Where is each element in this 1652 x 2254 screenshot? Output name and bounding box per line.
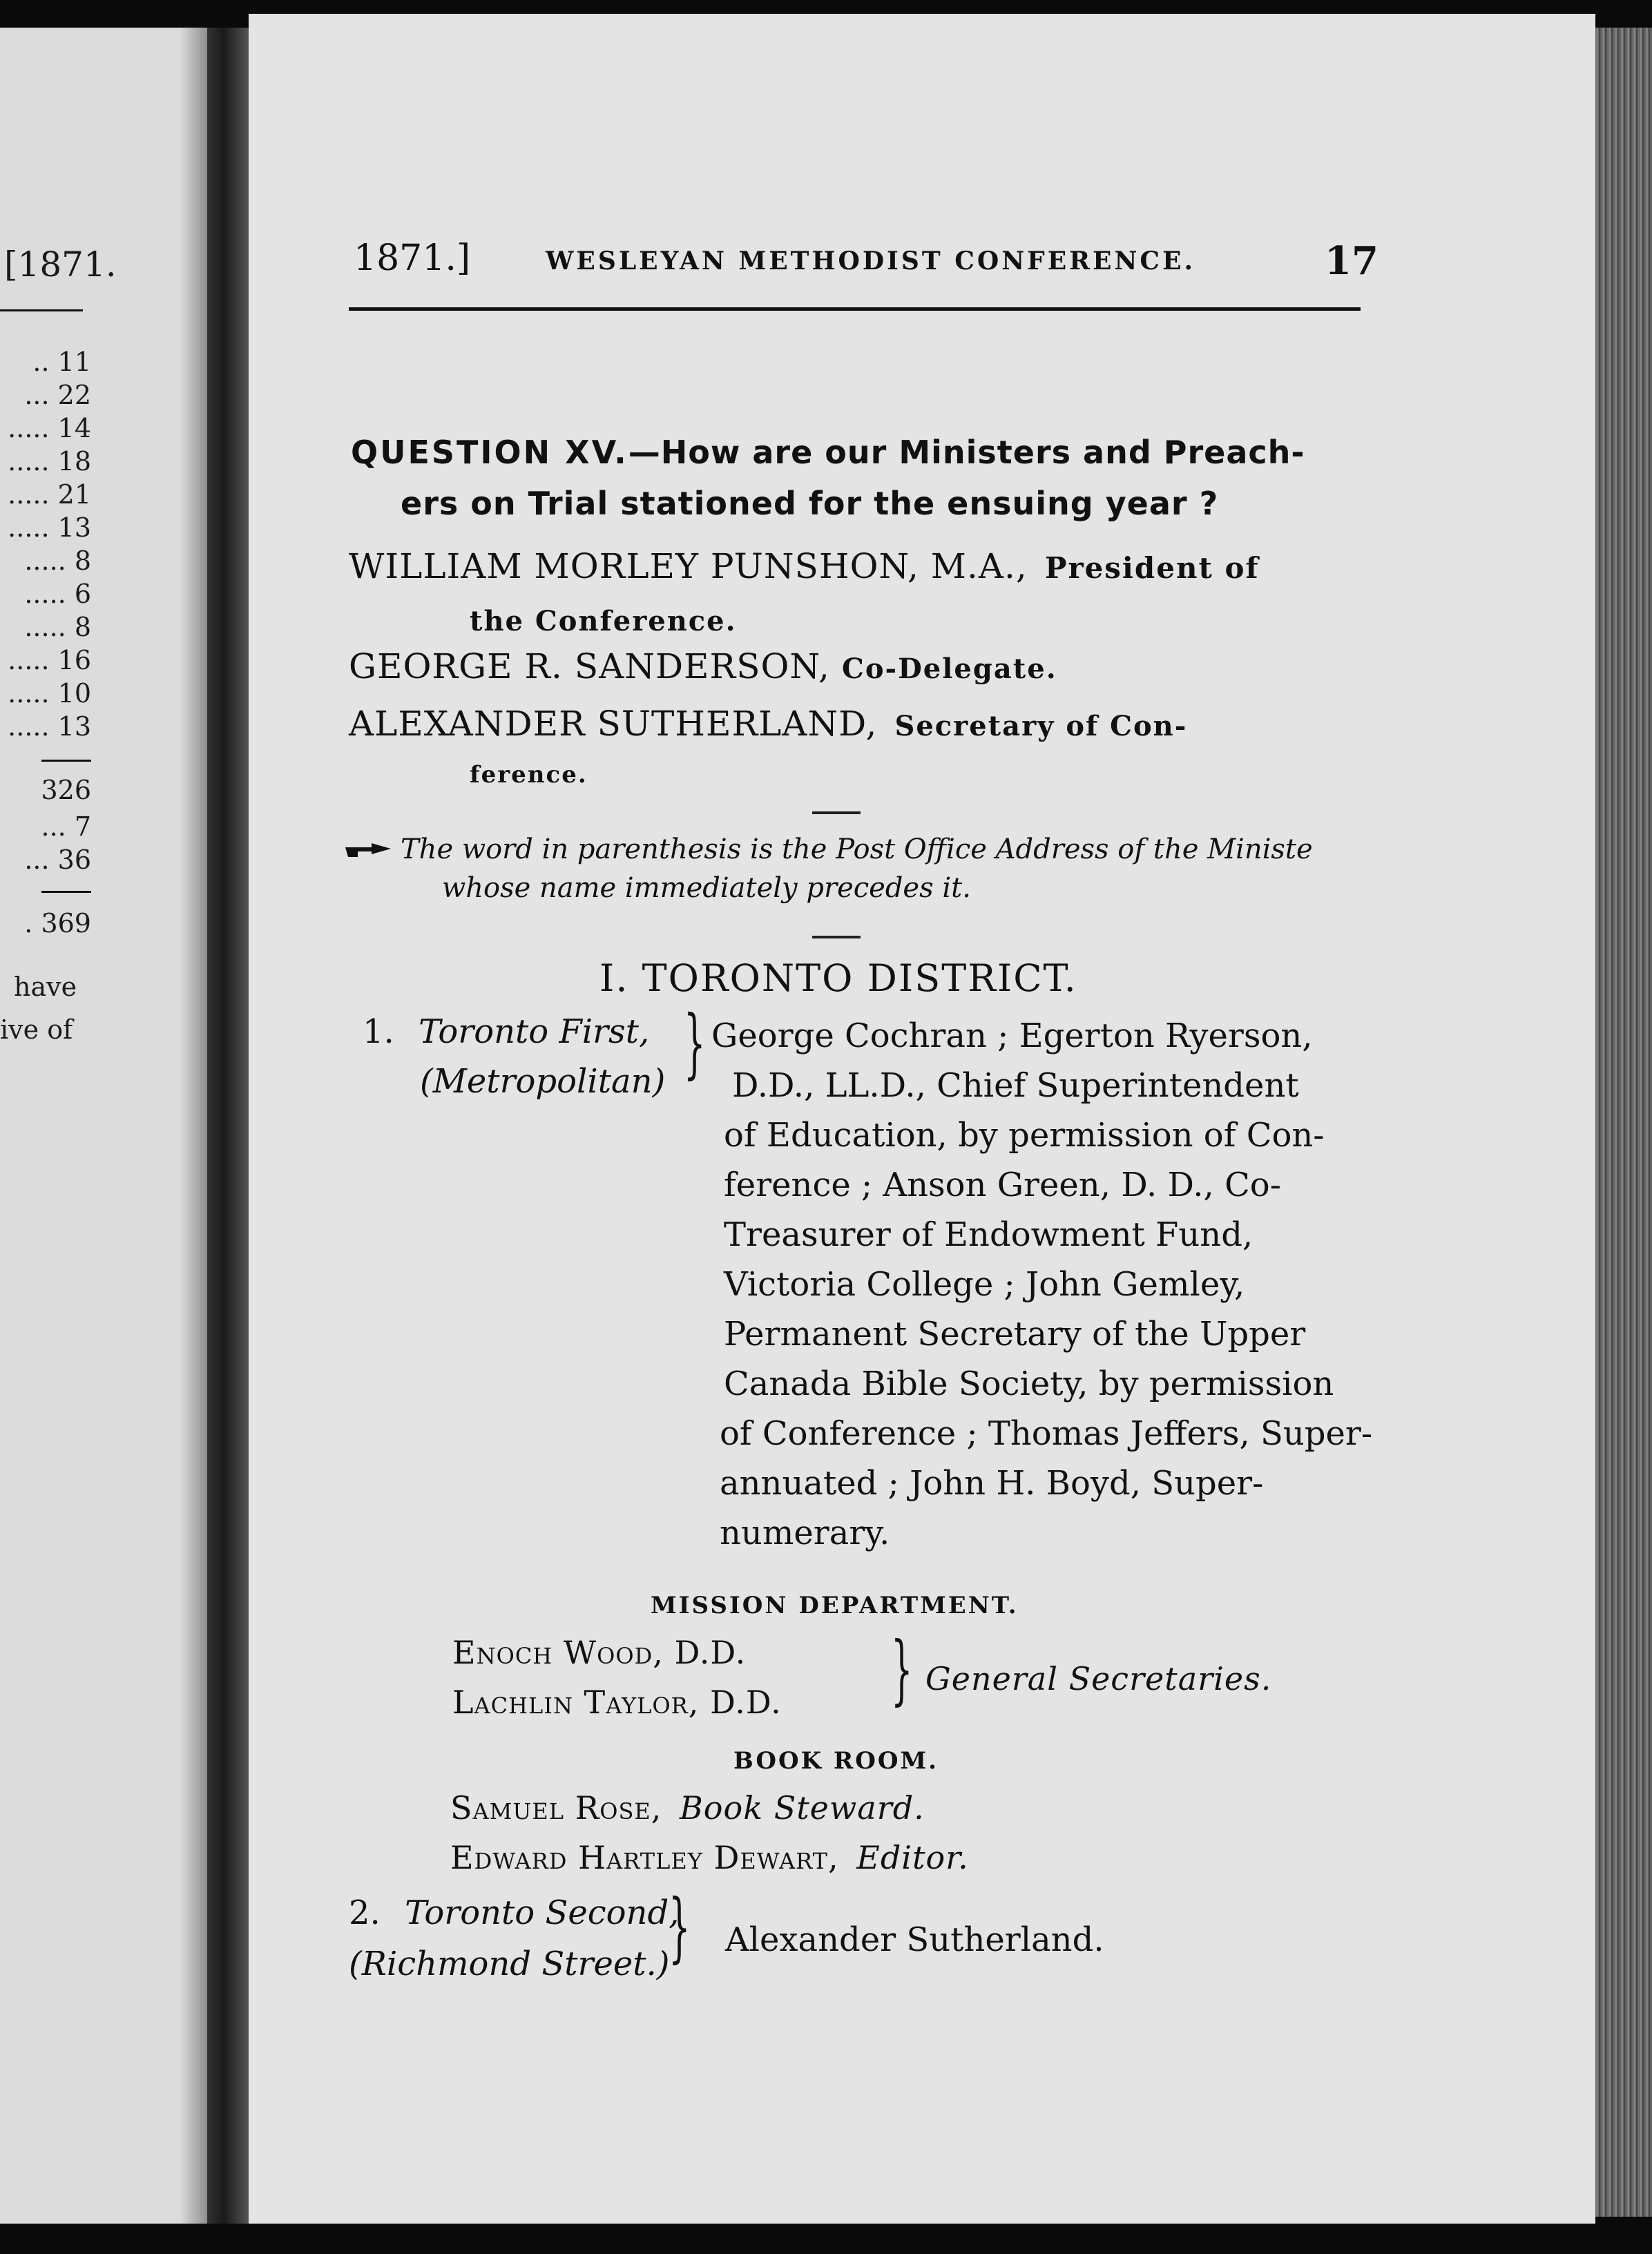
- officer-name: ALEXANDER SUTHERLAND,: [349, 704, 878, 744]
- circuit-text-line: Permanent Secretary of the Upper: [724, 1315, 1306, 1354]
- officer-name: GEORGE R. SANDERSON,: [349, 646, 830, 686]
- circuit-label: [349, 1894, 680, 1932]
- book-room-staff-name: Samuel Rose,: [450, 1789, 662, 1827]
- circuit-name: Toronto First,: [419, 1012, 650, 1051]
- brace: }: [669, 1882, 691, 1971]
- circuit-text-line: Alexander Sutherland.: [725, 1920, 1104, 1959]
- left-page-text-fragment: ive of: [0, 1014, 73, 1045]
- circuit-text-line: annuated ; John H. Boyd, Super-: [720, 1464, 1264, 1503]
- header-rule: [349, 307, 1361, 311]
- left-page-total: . 369: [24, 908, 91, 938]
- district-heading: I. TORONTO DISTRICT.: [599, 956, 1077, 1000]
- left-page-row: ..... 18: [8, 446, 91, 476]
- circuit-text-line: Victoria College ; John Gemley,: [724, 1265, 1245, 1304]
- officer-title: Secretary of Con-: [894, 710, 1188, 742]
- circuit-text-line: Treasurer of Endowment Fund,: [724, 1215, 1254, 1254]
- book-room-staff-role: Editor.: [856, 1839, 969, 1876]
- left-page-sum-rule: [41, 760, 91, 762]
- left-page-rule: [0, 309, 83, 311]
- left-page-row: ... 22: [24, 380, 91, 410]
- left-page-total: 326: [41, 775, 91, 805]
- officer-title-continued: ference.: [470, 761, 588, 789]
- mission-staff-name: Enoch Wood, D.D.: [452, 1634, 747, 1671]
- running-header-title: WESLEYAN METHODIST CONFERENCE.: [546, 247, 1196, 276]
- officer-secretary: [349, 704, 1188, 744]
- left-page-year: [1871.: [4, 244, 117, 285]
- left-page-row: ..... 13: [8, 711, 91, 742]
- circuit-address: (Metropolitan): [420, 1062, 666, 1101]
- section-divider: [812, 936, 861, 938]
- page-number: 17: [1325, 238, 1379, 284]
- officer-title: President of: [1044, 551, 1260, 585]
- circuit-text-line: George Cochran ; Egerton Ryerson,: [711, 1017, 1313, 1055]
- question-line-1: [351, 434, 1305, 471]
- note-line-2: whose name immediately precedes it.: [442, 872, 971, 904]
- left-page-text-fragment: have: [14, 972, 77, 1002]
- book-room-staff: [450, 1789, 925, 1827]
- left-page-sum-rule: [41, 891, 91, 893]
- mission-department-heading: MISSION DEPARTMENT.: [651, 1592, 1019, 1619]
- mission-staff-name: Lachlin Taylor, D.D.: [452, 1684, 782, 1721]
- left-page-row: ..... 8: [24, 612, 91, 642]
- circuit-text-line: of Conference ; Thomas Jeffers, Super-: [720, 1414, 1373, 1453]
- book-room-heading: BOOK ROOM.: [733, 1747, 939, 1775]
- circuit-text-line: of Education, by permission of Con-: [724, 1116, 1325, 1155]
- question-line-2: ers on Trial stationed for the ensuing year ?: [401, 485, 1219, 522]
- left-page-row: .. 11: [32, 347, 91, 377]
- left-page-row: ..... 10: [8, 678, 91, 709]
- circuit-text-line: ference ; Anson Green, D. D., Co-: [724, 1166, 1281, 1204]
- officer-co-delegate: [349, 646, 1057, 686]
- question-text: —How are our Ministers and Preach-: [628, 434, 1305, 471]
- brace: }: [684, 999, 706, 1087]
- circuit-address: (Richmond Street.): [349, 1945, 670, 1983]
- circuit-label: [363, 1012, 650, 1051]
- page-edges: [1595, 28, 1652, 2217]
- mission-staff-role: General Secretaries.: [925, 1660, 1272, 1697]
- pointing-hand-icon: [344, 839, 392, 860]
- left-page-row: ..... 8: [24, 546, 91, 576]
- circuit-name: Toronto Second,: [405, 1894, 680, 1932]
- left-page-row: ..... 21: [8, 479, 91, 510]
- left-page-row: ..... 16: [8, 645, 91, 675]
- circuit-text-line: D.D., LL.D., Chief Superintendent: [732, 1066, 1299, 1105]
- left-facing-page: [0, 28, 207, 2224]
- officer-president: [349, 546, 1260, 586]
- circuit-number: 2.: [349, 1894, 381, 1932]
- page-shadow: [180, 28, 207, 2224]
- question-label: QUESTION XV.: [351, 434, 628, 471]
- circuit-text-line: Canada Bible Society, by permission: [724, 1365, 1334, 1403]
- section-divider: [812, 811, 861, 814]
- left-page-row: ..... 6: [24, 579, 91, 609]
- left-page-row: ..... 13: [8, 512, 91, 543]
- circuit-text-line: numerary.: [720, 1514, 890, 1552]
- brace: }: [891, 1625, 913, 1713]
- left-page-row: ... 7: [41, 811, 91, 842]
- officer-name: WILLIAM MORLEY PUNSHON, M.A.,: [349, 546, 1028, 586]
- book-room-staff: [450, 1839, 969, 1876]
- note-line-1: The word in parenthesis is the Post Office Address of the Ministe: [401, 834, 1313, 865]
- officer-title-continued: the Conference.: [470, 605, 737, 637]
- book-room-staff-name: Edward Hartley Dewart,: [450, 1839, 839, 1876]
- left-page-row: ... 36: [24, 845, 91, 875]
- book-gutter: [207, 28, 249, 2224]
- circuit-number: 1.: [363, 1012, 394, 1051]
- book-room-staff-role: Book Steward.: [680, 1789, 925, 1827]
- left-page-row: ..... 14: [8, 413, 91, 443]
- officer-title: Co-Delegate.: [841, 653, 1057, 685]
- running-header-year: 1871.]: [354, 238, 471, 279]
